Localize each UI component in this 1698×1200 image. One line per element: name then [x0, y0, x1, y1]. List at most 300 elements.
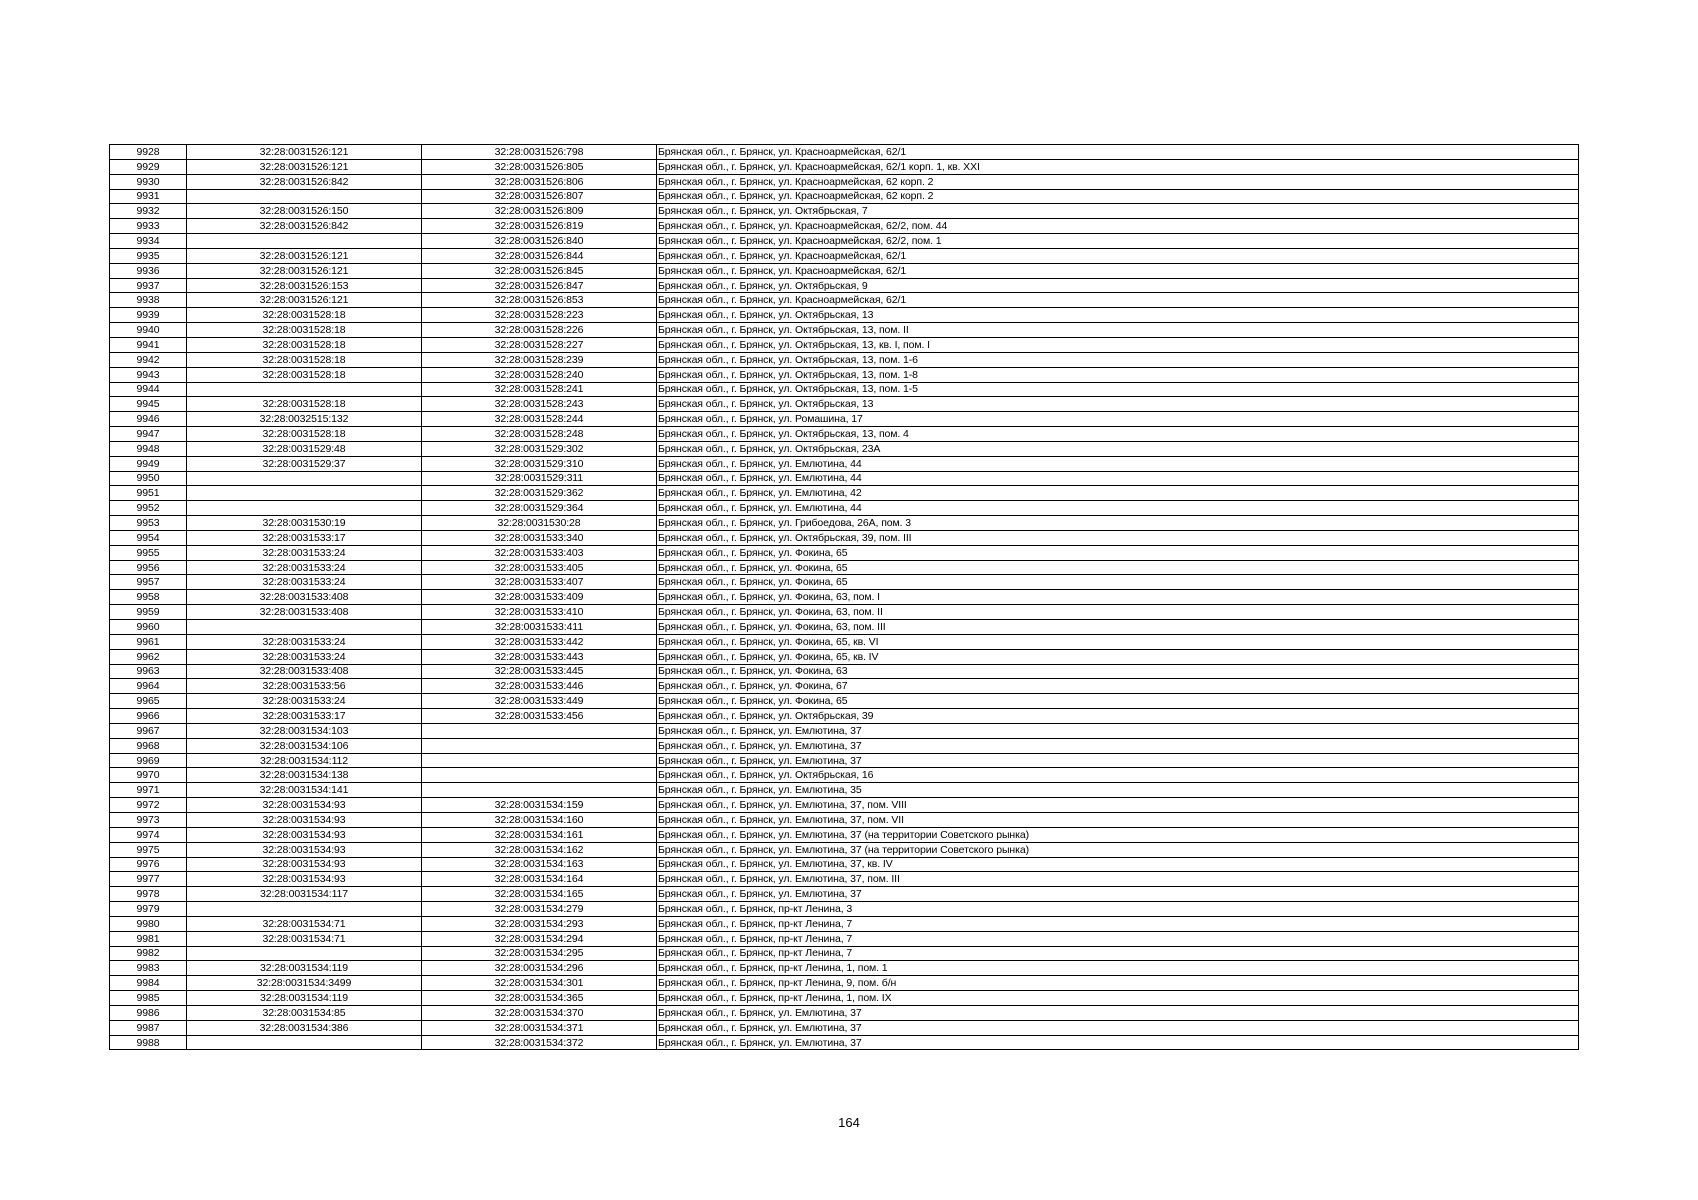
row-number-cell: 9988	[110, 1035, 187, 1050]
address-cell: Брянская обл., г. Брянск, ул. Емлютина, 37	[657, 1035, 1579, 1050]
row-number-cell: 9949	[110, 456, 187, 471]
row-number-cell: 9938	[110, 293, 187, 308]
cadastral-number-cell	[422, 753, 657, 768]
table-row	[110, 857, 1579, 872]
table-row	[110, 976, 1579, 991]
table-row	[110, 723, 1579, 738]
table-row	[110, 605, 1579, 620]
table-row	[110, 248, 1579, 263]
row-number-cell: 9966	[110, 709, 187, 724]
row-number-cell: 9970	[110, 768, 187, 783]
address-cell: Брянская обл., г. Брянск, пр-кт Ленина, 1, пом. 1	[657, 961, 1579, 976]
row-number-cell: 9946	[110, 412, 187, 427]
table-row	[110, 575, 1579, 590]
parent-cadastral-number-cell: 32:28:0031534:93	[187, 872, 422, 887]
row-number-cell: 9953	[110, 516, 187, 531]
parent-cadastral-number-cell: 32:28:0031534:117	[187, 887, 422, 902]
parent-cadastral-number-cell	[187, 1035, 422, 1050]
table-row	[110, 753, 1579, 768]
row-number-cell: 9948	[110, 441, 187, 456]
row-number-cell: 9942	[110, 352, 187, 367]
row-number-cell: 9939	[110, 308, 187, 323]
table-row	[110, 471, 1579, 486]
address-cell: Брянская обл., г. Брянск, ул. Емлютина, 35	[657, 783, 1579, 798]
row-number-cell: 9967	[110, 723, 187, 738]
parent-cadastral-number-cell: 32:28:0031534:85	[187, 1005, 422, 1020]
table-row	[110, 486, 1579, 501]
address-cell: Брянская обл., г. Брянск, ул. Емлютина, 44	[657, 456, 1579, 471]
cadastral-number-cell: 32:28:0031534:162	[422, 842, 657, 857]
cadastral-number-cell: 32:28:0031534:371	[422, 1020, 657, 1035]
address-cell: Брянская обл., г. Брянск, ул. Емлютина, 42	[657, 486, 1579, 501]
parent-cadastral-number-cell: 32:28:0031526:153	[187, 278, 422, 293]
table-row	[110, 709, 1579, 724]
cadastral-number-cell: 32:28:0031533:403	[422, 545, 657, 560]
row-number-cell: 9978	[110, 887, 187, 902]
row-number-cell: 9987	[110, 1020, 187, 1035]
cadastral-number-cell: 32:28:0031529:311	[422, 471, 657, 486]
page-number: 164	[838, 1115, 860, 1130]
table-row	[110, 1035, 1579, 1050]
table-row	[110, 352, 1579, 367]
row-number-cell: 9940	[110, 323, 187, 338]
row-number-cell: 9973	[110, 812, 187, 827]
address-cell: Брянская обл., г. Брянск, ул. Октябрьская, 13, пом. 1-8	[657, 367, 1579, 382]
row-number-cell: 9980	[110, 916, 187, 931]
address-cell: Брянская обл., г. Брянск, ул. Фокина, 67	[657, 679, 1579, 694]
address-cell: Брянская обл., г. Брянск, ул. Емлютина, 37	[657, 887, 1579, 902]
cadastral-number-cell: 32:28:0031526:853	[422, 293, 657, 308]
table-row	[110, 560, 1579, 575]
cadastral-number-cell: 32:28:0031533:340	[422, 530, 657, 545]
cadastral-number-cell: 32:28:0031534:159	[422, 798, 657, 813]
address-cell: Брянская обл., г. Брянск, ул. Емлютина, 37	[657, 1005, 1579, 1020]
cadastral-number-cell: 32:28:0031528:243	[422, 397, 657, 412]
parent-cadastral-number-cell: 32:28:0031534:119	[187, 961, 422, 976]
row-number-cell: 9960	[110, 620, 187, 635]
row-number-cell: 9961	[110, 634, 187, 649]
address-cell: Брянская обл., г. Брянск, ул. Емлютина, 37	[657, 723, 1579, 738]
address-cell: Брянская обл., г. Брянск, ул. Красноармейская, 62/1 корп. 1, кв. XXI	[657, 159, 1579, 174]
address-cell: Брянская обл., г. Брянск, ул. Емлютина, 44	[657, 471, 1579, 486]
cadastral-number-cell	[422, 768, 657, 783]
address-cell: Брянская обл., г. Брянск, ул. Фокина, 65	[657, 694, 1579, 709]
row-number-cell: 9934	[110, 234, 187, 249]
table-row	[110, 620, 1579, 635]
row-number-cell: 9930	[110, 174, 187, 189]
parent-cadastral-number-cell: 32:28:0031534:93	[187, 857, 422, 872]
parent-cadastral-number-cell: 32:28:0031526:150	[187, 204, 422, 219]
table-row	[110, 530, 1579, 545]
parent-cadastral-number-cell: 32:28:0031528:18	[187, 397, 422, 412]
parent-cadastral-number-cell: 32:28:0031533:408	[187, 590, 422, 605]
table-row	[110, 931, 1579, 946]
parent-cadastral-number-cell: 32:28:0031526:842	[187, 219, 422, 234]
table-row	[110, 412, 1579, 427]
cadastral-number-cell: 32:28:0031528:226	[422, 323, 657, 338]
parent-cadastral-number-cell: 32:28:0031533:24	[187, 575, 422, 590]
row-number-cell: 9928	[110, 145, 187, 160]
address-cell: Брянская обл., г. Брянск, ул. Октябрьская, 23А	[657, 441, 1579, 456]
cadastral-number-cell: 32:28:0031529:364	[422, 501, 657, 516]
cadastral-number-cell: 32:28:0031526:819	[422, 219, 657, 234]
parent-cadastral-number-cell: 32:28:0031528:18	[187, 308, 422, 323]
address-cell: Брянская обл., г. Брянск, пр-кт Ленина, 7	[657, 916, 1579, 931]
cadastral-number-cell: 32:28:0031534:301	[422, 976, 657, 991]
parent-cadastral-number-cell: 32:28:0031534:3499	[187, 976, 422, 991]
cadastral-number-cell: 32:28:0031533:449	[422, 694, 657, 709]
address-cell: Брянская обл., г. Брянск, ул. Красноармейская, 62/1	[657, 248, 1579, 263]
cadastral-number-cell: 32:28:0031528:248	[422, 427, 657, 442]
address-cell: Брянская обл., г. Брянск, ул. Красноармейская, 62/1	[657, 293, 1579, 308]
row-number-cell: 9959	[110, 605, 187, 620]
table-row	[110, 946, 1579, 961]
address-cell: Брянская обл., г. Брянск, пр-кт Ленина, 1, пом. IX	[657, 991, 1579, 1006]
parent-cadastral-number-cell: 32:28:0032515:132	[187, 412, 422, 427]
row-number-cell: 9955	[110, 545, 187, 560]
row-number-cell: 9943	[110, 367, 187, 382]
row-number-cell: 9950	[110, 471, 187, 486]
registry-table	[109, 144, 1579, 1050]
row-number-cell: 9956	[110, 560, 187, 575]
address-cell: Брянская обл., г. Брянск, ул. Фокина, 65	[657, 560, 1579, 575]
cadastral-number-cell: 32:28:0031534:294	[422, 931, 657, 946]
address-cell: Брянская обл., г. Брянск, ул. Октябрьская, 13, пом. II	[657, 323, 1579, 338]
row-number-cell: 9944	[110, 382, 187, 397]
table-row	[110, 308, 1579, 323]
cadastral-number-cell: 32:28:0031526:807	[422, 189, 657, 204]
address-cell: Брянская обл., г. Брянск, ул. Октябрьская, 13	[657, 397, 1579, 412]
address-cell: Брянская обл., г. Брянск, ул. Фокина, 63, пом. III	[657, 620, 1579, 635]
parent-cadastral-number-cell: 32:28:0031533:24	[187, 545, 422, 560]
row-number-cell: 9945	[110, 397, 187, 412]
parent-cadastral-number-cell: 32:28:0031526:121	[187, 159, 422, 174]
cadastral-number-cell: 32:28:0031528:240	[422, 367, 657, 382]
address-cell: Брянская обл., г. Брянск, ул. Емлютина, 37	[657, 753, 1579, 768]
parent-cadastral-number-cell: 32:28:0031526:121	[187, 293, 422, 308]
parent-cadastral-number-cell: 32:28:0031528:18	[187, 427, 422, 442]
table-row	[110, 501, 1579, 516]
cadastral-number-cell: 32:28:0031526:805	[422, 159, 657, 174]
table-row	[110, 783, 1579, 798]
row-number-cell: 9936	[110, 263, 187, 278]
table-row	[110, 323, 1579, 338]
parent-cadastral-number-cell: 32:28:0031534:71	[187, 916, 422, 931]
table-row	[110, 812, 1579, 827]
registry-table-body	[110, 145, 1579, 1050]
parent-cadastral-number-cell: 32:28:0031533:408	[187, 605, 422, 620]
cadastral-number-cell: 32:28:0031534:163	[422, 857, 657, 872]
row-number-cell: 9932	[110, 204, 187, 219]
parent-cadastral-number-cell: 32:28:0031533:24	[187, 560, 422, 575]
parent-cadastral-number-cell: 32:28:0031533:24	[187, 649, 422, 664]
address-cell: Брянская обл., г. Брянск, ул. Ромашина, 17	[657, 412, 1579, 427]
table-row	[110, 634, 1579, 649]
table-row	[110, 902, 1579, 917]
cadastral-number-cell: 32:28:0031529:362	[422, 486, 657, 501]
parent-cadastral-number-cell: 32:28:0031528:18	[187, 352, 422, 367]
row-number-cell: 9972	[110, 798, 187, 813]
row-number-cell: 9975	[110, 842, 187, 857]
row-number-cell: 9937	[110, 278, 187, 293]
address-cell: Брянская обл., г. Брянск, ул. Фокина, 63, пом. II	[657, 605, 1579, 620]
cadastral-number-cell: 32:28:0031526:844	[422, 248, 657, 263]
parent-cadastral-number-cell: 32:28:0031533:56	[187, 679, 422, 694]
cadastral-number-cell: 32:28:0031534:296	[422, 961, 657, 976]
table-row	[110, 664, 1579, 679]
row-number-cell: 9941	[110, 337, 187, 352]
address-cell: Брянская обл., г. Брянск, ул. Октябрьская, 13, пом. 4	[657, 427, 1579, 442]
address-cell: Брянская обл., г. Брянск, ул. Емлютина, 37, пом. VII	[657, 812, 1579, 827]
address-cell: Брянская обл., г. Брянск, ул. Грибоедова, 26А, пом. 3	[657, 516, 1579, 531]
cadastral-number-cell: 32:28:0031533:443	[422, 649, 657, 664]
address-cell: Брянская обл., г. Брянск, ул. Красноармейская, 62 корп. 2	[657, 174, 1579, 189]
address-cell: Брянская обл., г. Брянск, ул. Емлютина, 37, кв. IV	[657, 857, 1579, 872]
address-cell: Брянская обл., г. Брянск, ул. Емлютина, 37	[657, 1020, 1579, 1035]
parent-cadastral-number-cell: 32:28:0031534:71	[187, 931, 422, 946]
address-cell: Брянская обл., г. Брянск, пр-кт Ленина, 7	[657, 946, 1579, 961]
parent-cadastral-number-cell: 32:28:0031533:24	[187, 634, 422, 649]
parent-cadastral-number-cell: 32:28:0031533:24	[187, 694, 422, 709]
table-row	[110, 263, 1579, 278]
address-cell: Брянская обл., г. Брянск, пр-кт Ленина, 3	[657, 902, 1579, 917]
cadastral-number-cell: 32:28:0031534:372	[422, 1035, 657, 1050]
table-row	[110, 798, 1579, 813]
table-row	[110, 516, 1579, 531]
row-number-cell: 9933	[110, 219, 187, 234]
table-row	[110, 427, 1579, 442]
address-cell: Брянская обл., г. Брянск, ул. Фокина, 63	[657, 664, 1579, 679]
parent-cadastral-number-cell: 32:28:0031528:18	[187, 367, 422, 382]
address-cell: Брянская обл., г. Брянск, ул. Октябрьская, 16	[657, 768, 1579, 783]
parent-cadastral-number-cell: 32:28:0031534:141	[187, 783, 422, 798]
parent-cadastral-number-cell	[187, 486, 422, 501]
table-row	[110, 679, 1579, 694]
address-cell: Брянская обл., г. Брянск, ул. Фокина, 63, пом. I	[657, 590, 1579, 605]
parent-cadastral-number-cell: 32:28:0031526:842	[187, 174, 422, 189]
row-number-cell: 9958	[110, 590, 187, 605]
table-row	[110, 145, 1579, 160]
table-row	[110, 441, 1579, 456]
table-row	[110, 159, 1579, 174]
row-number-cell: 9929	[110, 159, 187, 174]
cadastral-number-cell: 32:28:0031533:410	[422, 605, 657, 620]
cadastral-number-cell: 32:28:0031534:370	[422, 1005, 657, 1020]
address-cell: Брянская обл., г. Брянск, ул. Октябрьская, 7	[657, 204, 1579, 219]
cadastral-number-cell: 32:28:0031534:293	[422, 916, 657, 931]
address-cell: Брянская обл., г. Брянск, ул. Октябрьская, 13, пом. 1-6	[657, 352, 1579, 367]
address-cell: Брянская обл., г. Брянск, пр-кт Ленина, 9, пом. б/н	[657, 976, 1579, 991]
parent-cadastral-number-cell	[187, 189, 422, 204]
row-number-cell: 9977	[110, 872, 187, 887]
parent-cadastral-number-cell: 32:28:0031534:93	[187, 827, 422, 842]
parent-cadastral-number-cell: 32:28:0031534:93	[187, 812, 422, 827]
table-row	[110, 189, 1579, 204]
table-row	[110, 204, 1579, 219]
address-cell: Брянская обл., г. Брянск, ул. Октябрьская, 39	[657, 709, 1579, 724]
cadastral-number-cell: 32:28:0031526:845	[422, 263, 657, 278]
parent-cadastral-number-cell	[187, 234, 422, 249]
parent-cadastral-number-cell: 32:28:0031534:93	[187, 798, 422, 813]
table-row	[110, 456, 1579, 471]
address-cell: Брянская обл., г. Брянск, ул. Емлютина, 37	[657, 738, 1579, 753]
table-row	[110, 649, 1579, 664]
address-cell: Брянская обл., г. Брянск, ул. Октябрьская, 13	[657, 308, 1579, 323]
parent-cadastral-number-cell: 32:28:0031526:121	[187, 145, 422, 160]
table-row	[110, 1005, 1579, 1020]
cadastral-number-cell: 32:28:0031528:239	[422, 352, 657, 367]
cadastral-number-cell: 32:28:0031530:28	[422, 516, 657, 531]
row-number-cell: 9951	[110, 486, 187, 501]
cadastral-number-cell: 32:28:0031534:161	[422, 827, 657, 842]
cadastral-number-cell	[422, 783, 657, 798]
address-cell: Брянская обл., г. Брянск, ул. Фокина, 65	[657, 545, 1579, 560]
parent-cadastral-number-cell: 32:28:0031533:408	[187, 664, 422, 679]
cadastral-number-cell: 32:28:0031528:241	[422, 382, 657, 397]
parent-cadastral-number-cell: 32:28:0031529:37	[187, 456, 422, 471]
row-number-cell: 9965	[110, 694, 187, 709]
parent-cadastral-number-cell	[187, 501, 422, 516]
cadastral-number-cell: 32:28:0031533:407	[422, 575, 657, 590]
parent-cadastral-number-cell: 32:28:0031534:138	[187, 768, 422, 783]
table-row	[110, 1020, 1579, 1035]
row-number-cell: 9964	[110, 679, 187, 694]
address-cell: Брянская обл., г. Брянск, ул. Октябрьская, 13, кв. I, пом. I	[657, 337, 1579, 352]
row-number-cell: 9947	[110, 427, 187, 442]
table-row	[110, 768, 1579, 783]
row-number-cell: 9976	[110, 857, 187, 872]
cadastral-number-cell: 32:28:0031533:442	[422, 634, 657, 649]
address-cell: Брянская обл., г. Брянск, ул. Красноармейская, 62/1	[657, 263, 1579, 278]
parent-cadastral-number-cell: 32:28:0031534:106	[187, 738, 422, 753]
row-number-cell: 9931	[110, 189, 187, 204]
cadastral-number-cell: 32:28:0031528:223	[422, 308, 657, 323]
row-number-cell: 9982	[110, 946, 187, 961]
address-cell: Брянская обл., г. Брянск, ул. Фокина, 65	[657, 575, 1579, 590]
address-cell: Брянская обл., г. Брянск, ул. Емлютина, 37 (на территории Советского рынка)	[657, 842, 1579, 857]
cadastral-number-cell: 32:28:0031529:310	[422, 456, 657, 471]
cadastral-number-cell	[422, 723, 657, 738]
table-row	[110, 590, 1579, 605]
row-number-cell: 9985	[110, 991, 187, 1006]
cadastral-number-cell: 32:28:0031534:160	[422, 812, 657, 827]
table-row	[110, 872, 1579, 887]
row-number-cell: 9957	[110, 575, 187, 590]
table-row	[110, 367, 1579, 382]
cadastral-number-cell: 32:28:0031534:365	[422, 991, 657, 1006]
address-cell: Брянская обл., г. Брянск, ул. Красноармейская, 62/2, пом. 44	[657, 219, 1579, 234]
parent-cadastral-number-cell	[187, 471, 422, 486]
address-cell: Брянская обл., г. Брянск, ул. Емлютина, 37 (на территории Советского рынка)	[657, 827, 1579, 842]
cadastral-number-cell: 32:28:0031526:798	[422, 145, 657, 160]
parent-cadastral-number-cell: 32:28:0031534:386	[187, 1020, 422, 1035]
address-cell: Брянская обл., г. Брянск, ул. Красноармейская, 62 корп. 2	[657, 189, 1579, 204]
row-number-cell: 9983	[110, 961, 187, 976]
parent-cadastral-number-cell: 32:28:0031526:121	[187, 248, 422, 263]
cadastral-number-cell: 32:28:0031526:809	[422, 204, 657, 219]
table-row	[110, 694, 1579, 709]
cadastral-number-cell: 32:28:0031534:164	[422, 872, 657, 887]
cadastral-number-cell	[422, 738, 657, 753]
table-row	[110, 827, 1579, 842]
table-row	[110, 219, 1579, 234]
table-row	[110, 961, 1579, 976]
row-number-cell: 9979	[110, 902, 187, 917]
table-row	[110, 293, 1579, 308]
cadastral-number-cell: 32:28:0031533:409	[422, 590, 657, 605]
parent-cadastral-number-cell: 32:28:0031529:48	[187, 441, 422, 456]
row-number-cell: 9971	[110, 783, 187, 798]
table-row	[110, 916, 1579, 931]
parent-cadastral-number-cell	[187, 382, 422, 397]
cadastral-number-cell: 32:28:0031533:456	[422, 709, 657, 724]
cadastral-number-cell: 32:28:0031526:840	[422, 234, 657, 249]
row-number-cell: 9981	[110, 931, 187, 946]
address-cell: Брянская обл., г. Брянск, ул. Октябрьская, 9	[657, 278, 1579, 293]
address-cell: Брянская обл., г. Брянск, ул. Октябрьская, 13, пом. 1-5	[657, 382, 1579, 397]
table-row	[110, 397, 1579, 412]
parent-cadastral-number-cell	[187, 620, 422, 635]
row-number-cell: 9969	[110, 753, 187, 768]
table-row	[110, 234, 1579, 249]
row-number-cell: 9974	[110, 827, 187, 842]
address-cell: Брянская обл., г. Брянск, ул. Красноармейская, 62/2, пом. 1	[657, 234, 1579, 249]
parent-cadastral-number-cell	[187, 946, 422, 961]
row-number-cell: 9935	[110, 248, 187, 263]
row-number-cell: 9968	[110, 738, 187, 753]
row-number-cell: 9986	[110, 1005, 187, 1020]
row-number-cell: 9962	[110, 649, 187, 664]
table-row	[110, 174, 1579, 189]
parent-cadastral-number-cell: 32:28:0031526:121	[187, 263, 422, 278]
table-row	[110, 545, 1579, 560]
cadastral-number-cell: 32:28:0031533:445	[422, 664, 657, 679]
table-row	[110, 337, 1579, 352]
address-cell: Брянская обл., г. Брянск, ул. Емлютина, 37, пом. VIII	[657, 798, 1579, 813]
cadastral-number-cell: 32:28:0031534:279	[422, 902, 657, 917]
parent-cadastral-number-cell: 32:28:0031533:17	[187, 530, 422, 545]
cadastral-number-cell: 32:28:0031528:227	[422, 337, 657, 352]
parent-cadastral-number-cell: 32:28:0031528:18	[187, 337, 422, 352]
cadastral-number-cell: 32:28:0031533:446	[422, 679, 657, 694]
parent-cadastral-number-cell	[187, 902, 422, 917]
cadastral-number-cell: 32:28:0031526:847	[422, 278, 657, 293]
cadastral-number-cell: 32:28:0031533:405	[422, 560, 657, 575]
cadastral-number-cell: 32:28:0031534:295	[422, 946, 657, 961]
parent-cadastral-number-cell: 32:28:0031530:19	[187, 516, 422, 531]
parent-cadastral-number-cell: 32:28:0031533:17	[187, 709, 422, 724]
cadastral-number-cell: 32:28:0031529:302	[422, 441, 657, 456]
row-number-cell: 9963	[110, 664, 187, 679]
cadastral-number-cell: 32:28:0031528:244	[422, 412, 657, 427]
table-row	[110, 842, 1579, 857]
cadastral-number-cell: 32:28:0031526:806	[422, 174, 657, 189]
parent-cadastral-number-cell: 32:28:0031534:103	[187, 723, 422, 738]
parent-cadastral-number-cell: 32:28:0031528:18	[187, 323, 422, 338]
table-row	[110, 278, 1579, 293]
address-cell: Брянская обл., г. Брянск, ул. Фокина, 65, кв. VI	[657, 634, 1579, 649]
parent-cadastral-number-cell: 32:28:0031534:112	[187, 753, 422, 768]
cadastral-number-cell: 32:28:0031534:165	[422, 887, 657, 902]
address-cell: Брянская обл., г. Брянск, ул. Фокина, 65, кв. IV	[657, 649, 1579, 664]
table-row	[110, 991, 1579, 1006]
table-row	[110, 887, 1579, 902]
address-cell: Брянская обл., г. Брянск, ул. Емлютина, 44	[657, 501, 1579, 516]
row-number-cell: 9954	[110, 530, 187, 545]
parent-cadastral-number-cell: 32:28:0031534:119	[187, 991, 422, 1006]
row-number-cell: 9952	[110, 501, 187, 516]
table-row	[110, 738, 1579, 753]
